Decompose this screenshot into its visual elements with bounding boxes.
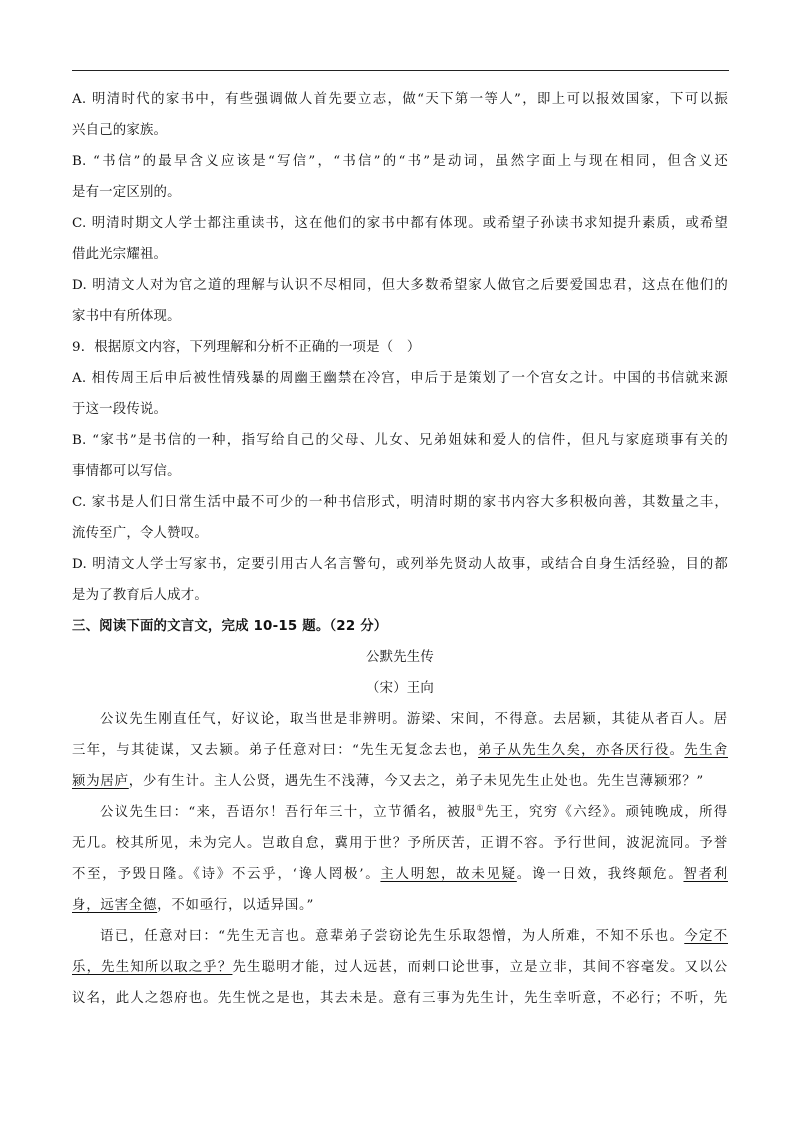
- text-line: 颍为居庐，少有生计。主人公贤，遇先生不浅薄，今又去之，弟子未见先生止处也。先生岂薄颍邪？”: [72, 774, 705, 789]
- text-line: 是有一定区别的。: [72, 185, 181, 200]
- text-line: 借此光宗耀祖。: [72, 247, 168, 262]
- text-line: 事情都可以写信。: [72, 464, 181, 479]
- passage-paragraph-1: [72, 704, 728, 797]
- underlined-phrase: 先生舍: [684, 743, 728, 758]
- underlined-phrase: 身，远害全德: [72, 898, 158, 913]
- text-line: 乐，先生知所以取之乎？先生聪明才能，过人远甚，而剌口论世事，立是立非，其间不容毫发。又以公: [72, 960, 728, 975]
- passage-paragraph-2: [72, 797, 728, 921]
- text-line: 公议先生曰：“来，吾语尔！吾行年三十，立节循名，被服①先王，究穷《六经》。顽钝晚成，所得: [100, 803, 728, 820]
- q9-option-a: [72, 363, 728, 425]
- text-line: 家书中有所体现。: [72, 309, 181, 324]
- underlined-phrase: 乐，先生知所以取之乎？: [72, 960, 233, 975]
- text-line: A. 明清时代的家书中，有些强调做人首先要立志，做“天下第一等人”，即上可以报效国家，下可以振: [72, 92, 728, 107]
- underlined-phrase: 今定不: [684, 929, 728, 944]
- text-line: D. 明清文人学士写家书，定要引用古人名言警句，或列举先贤动人故事，或结合自身生活经验，目的都: [72, 557, 728, 572]
- passage-paragraph-3: [72, 921, 728, 1014]
- header-rule: [72, 70, 729, 71]
- text-line: A. 相传周王后申后被性情残暴的周幽王幽禁在冷宫，申后于是策划了一个宫女之计。中国的书信就来源: [72, 371, 728, 386]
- text-line: 是为了教育后人成才。: [72, 588, 208, 603]
- q9-option-c: [72, 487, 728, 549]
- text-line: 流传至广，令人赞叹。: [72, 526, 208, 541]
- text-line: 身，远害全德，不如亟行，以适异国。”: [72, 898, 315, 913]
- section-heading: 三、阅读下面的文言文，完成 10-15 题。（22 分）: [72, 619, 388, 634]
- passage-title: 公默先生传: [366, 650, 434, 665]
- underlined-phrase: 弟子从先生久矣，亦各厌行役: [478, 743, 670, 758]
- text-line: 议名，此人之怨府也。先生恍之是也，其去未是。意有三事为先生计，先生幸听意，不必行；不听，先: [72, 991, 728, 1006]
- text-line: 于这一段传说。: [72, 402, 168, 417]
- option-b: [72, 146, 728, 208]
- option-d: [72, 270, 728, 332]
- q9-option-b: [72, 425, 728, 487]
- text-line: B. “书信”的最早含义应该是“写信”，“书信”的“书”是动词，虽然字面上与现在相同，但含义还: [72, 154, 728, 169]
- question-9-stem: 9．根据原文内容，下列理解和分析不正确的一项是（ ）: [72, 340, 421, 355]
- text-line: 语已，任意对曰：“先生无言也。意辈弟子尝窃论先生乐取怨憎，为人所难，不知不乐也。今定不: [100, 929, 728, 944]
- option-a: [72, 84, 728, 146]
- footnote-marker: ①: [476, 803, 485, 813]
- text-line: 兴自己的家族。: [72, 123, 168, 138]
- q9-option-d: [72, 549, 728, 611]
- passage-author: （宋）王向: [366, 681, 434, 696]
- text-line: 无几。校其所见，未为完人。岂敢自怠，冀用于世？予所厌苦，正谓不容。予行世间，波泥流同。予誉: [72, 836, 728, 851]
- text-line: B. “家书”是书信的一种，指写给自己的父母、儿女、兄弟姐妹和爱人的信件，但凡与家庭琐事有关的: [72, 433, 728, 448]
- text-line: 公议先生刚直任气，好议论，取当世是非辨明。游梁、宋间，不得意。去居颍，其徒从者百人。居: [100, 712, 728, 727]
- text-line: 不至，予毁日隆。《诗》不云乎，‘谗人罔极’。主人明恕，故未见疑。谗一日效，我终颠危。智者利: [72, 867, 728, 882]
- document-body: [72, 84, 728, 1014]
- text-line: C. 家书是人们日常生活中最不可少的一种书信形式，明清时期的家书内容大多积极向善，其数量之丰，: [72, 495, 728, 510]
- text-line: 三年，与其徒谋，又去颍。弟子任意对曰：“先生无复念去也，弟子从先生久矣，亦各厌行役。先生舍: [72, 743, 728, 758]
- underlined-phrase: 颍为居庐: [72, 774, 129, 789]
- underlined-phrase: 智者利: [683, 867, 728, 882]
- underlined-phrase: 主人明恕，故未见疑: [380, 867, 517, 882]
- text-line: D. 明清文人对为官之道的理解与认识不尽相同，但大多数希望家人做官之后要爱国忠君，这点在他们的: [72, 278, 728, 293]
- text-line: C. 明清时期文人学士都注重读书，这在他们的家书中都有体现。或希望子孙读书求知提升素质，或希望: [72, 216, 728, 231]
- option-c: [72, 208, 728, 270]
